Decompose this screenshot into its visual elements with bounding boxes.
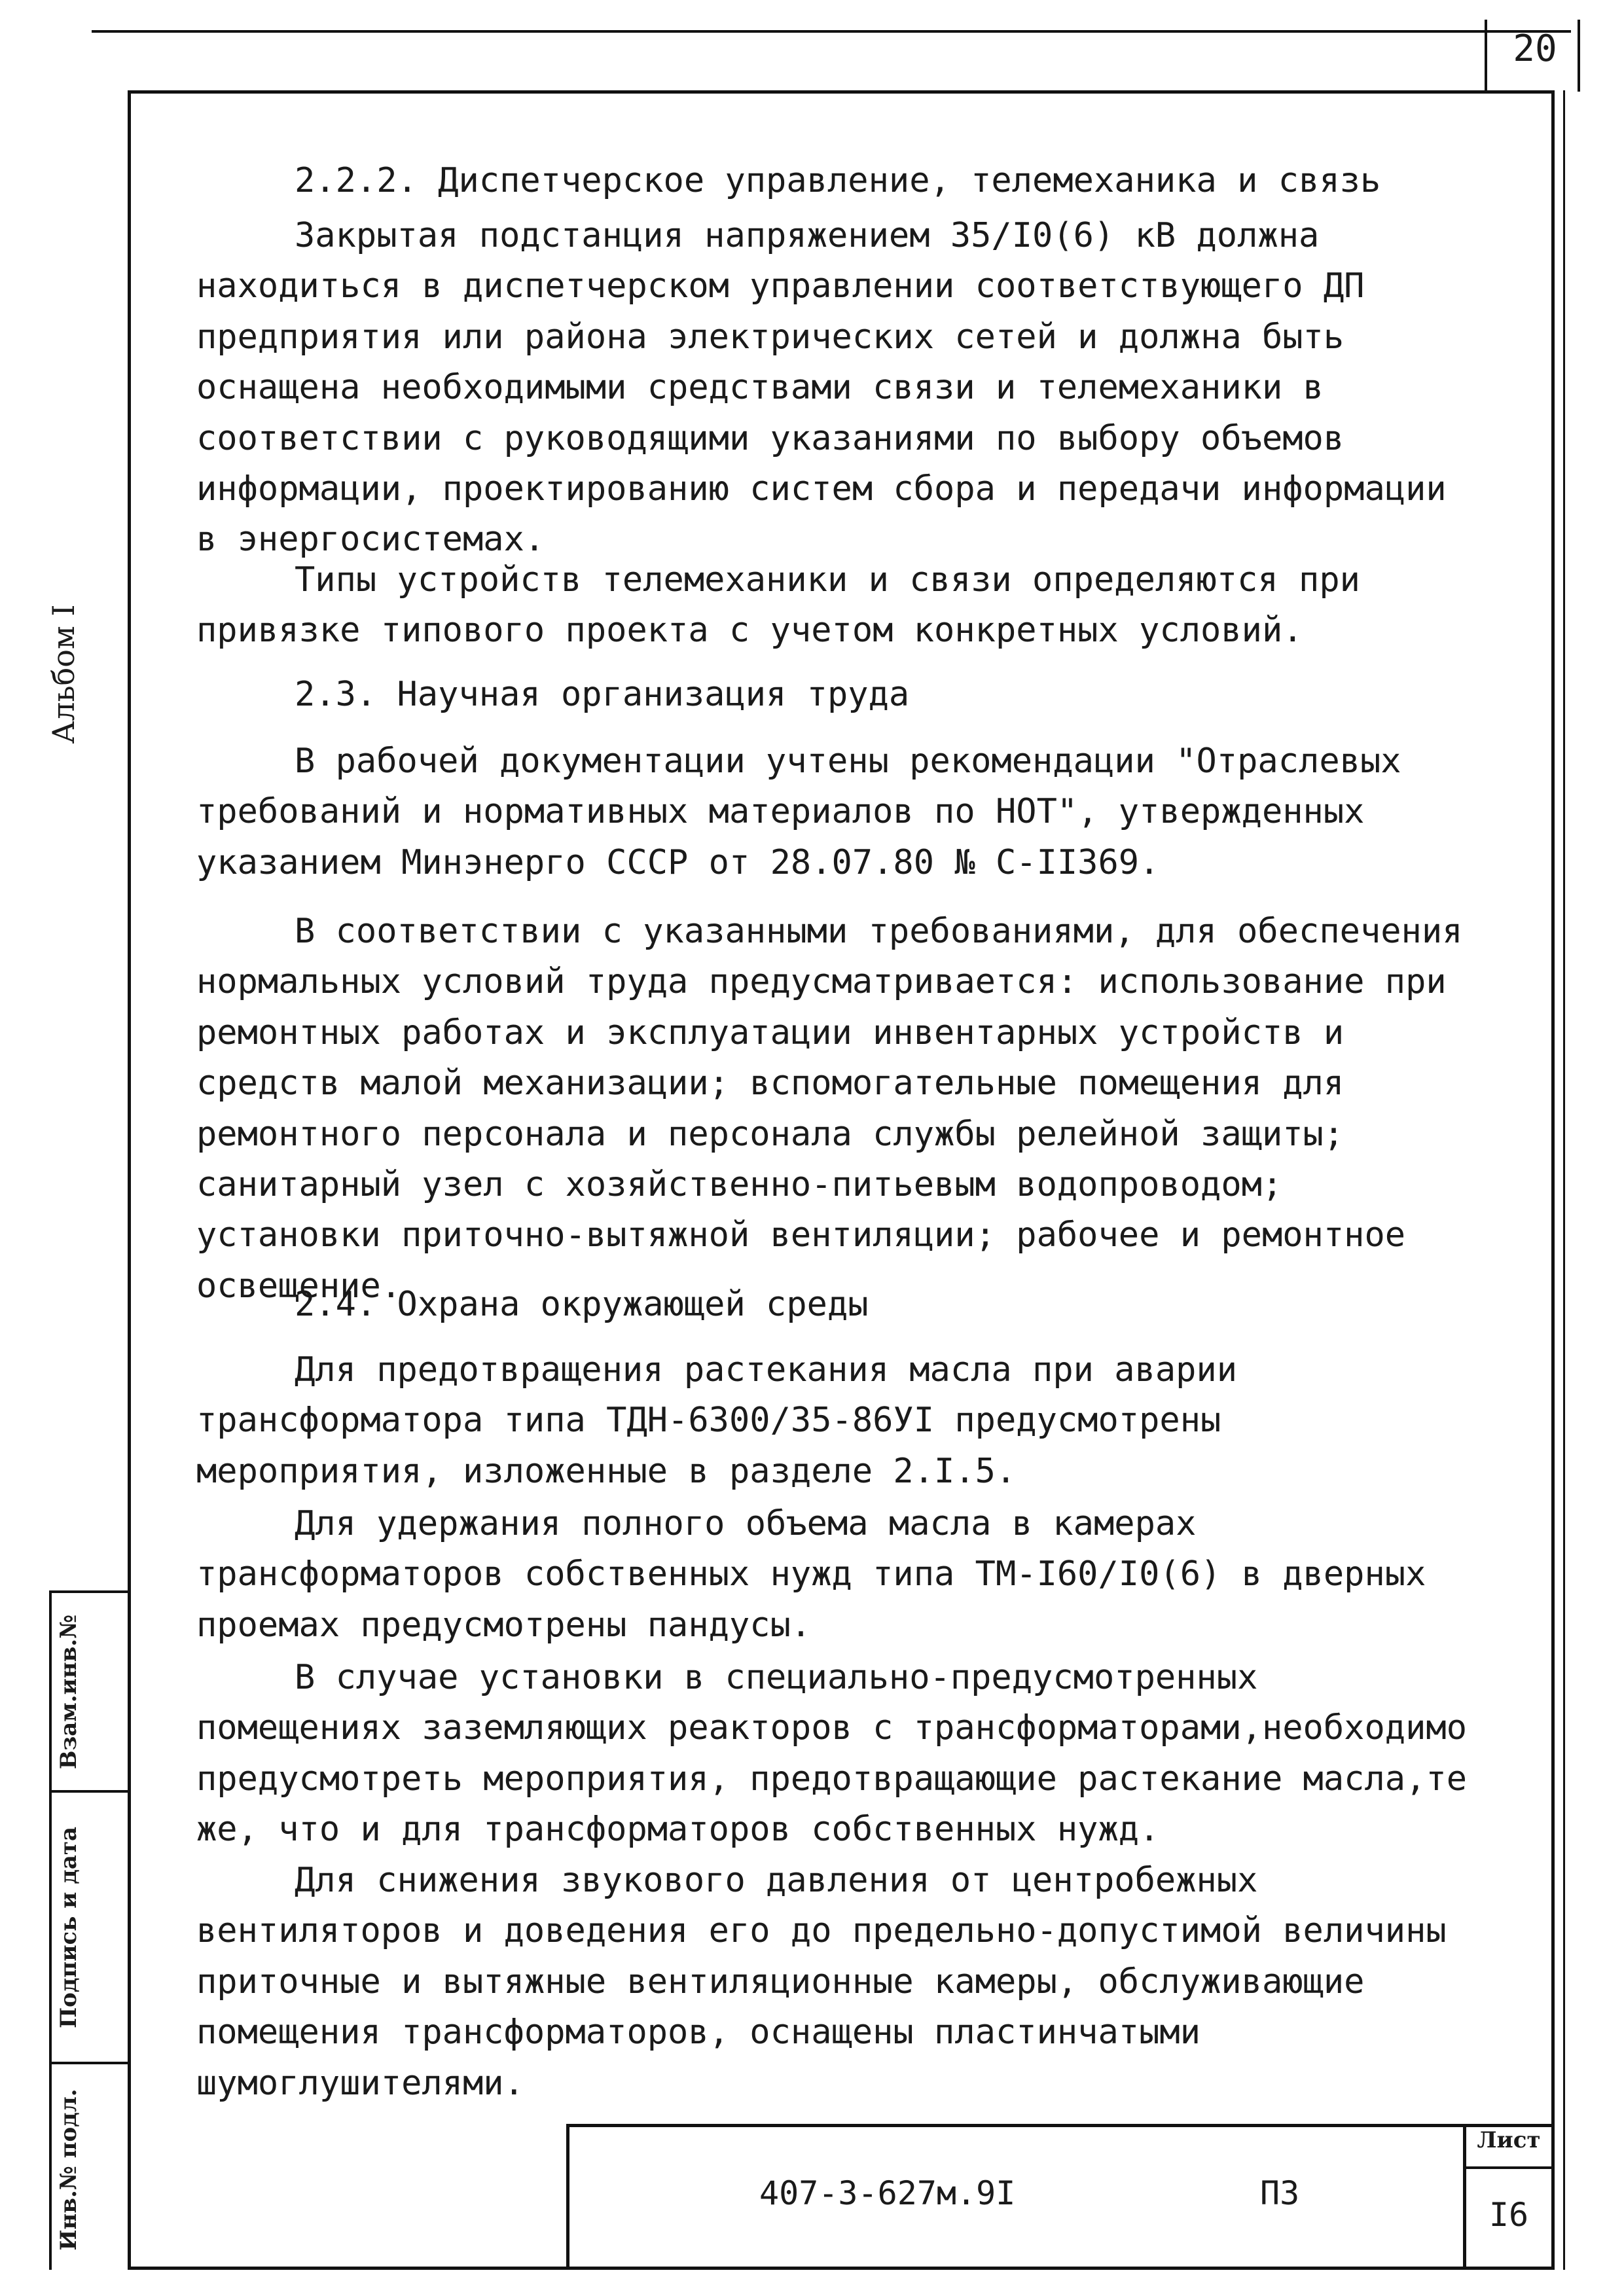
sheet-number: I6 bbox=[1489, 2196, 1529, 2234]
frame-top bbox=[128, 90, 1555, 94]
paragraph-oil-spill: Для предотвращения растекания масла при аварии трансформатора типа ТДН-6300/35-86УI предусмотрены мероприятия, изложенные в разделе 2.I.5. bbox=[196, 1350, 1238, 1491]
paragraph-labor-conditions: В соответствии с указанными требованиями, для обеспечения нормальных условий труда предусматривается: использование при ремонтных работах и эксплуатации инвентарных устройств и средств малой механизации; вспомогательные помещения для ремонтного персонала и персонала службы релейной защиты; санитарный узел с хозяйственно-питьевым водопроводом; установки приточно-вытяжной вентиляции; рабочее и ремонтное освещение. bbox=[196, 912, 1463, 1306]
side-stamp-div2 bbox=[49, 2062, 128, 2064]
heading-2-3: 2.3. Научная организация труда bbox=[295, 675, 910, 714]
page-number-box-right bbox=[1578, 20, 1580, 92]
heading-2-4: 2.4. Охрана окружающей среды bbox=[295, 1285, 869, 1324]
top-rule bbox=[92, 30, 1571, 33]
page-number: 20 bbox=[1513, 27, 1557, 70]
title-block-sheet-rule bbox=[1463, 2166, 1555, 2169]
frame-right bbox=[1551, 90, 1555, 2270]
side-stamp-top bbox=[49, 1590, 128, 1593]
paragraph-noise: Для снижения звукового давления от центробежных вентиляторов и доведения его до предельно-допустимой величины приточные и вытяжные вентиляционные камеры, обслуживающие помещения трансформаторов, оснащены пластинчатыми шумоглушителями. bbox=[196, 1861, 1447, 2103]
side-stamp-div1 bbox=[49, 1790, 128, 1793]
album-label: Альбом I bbox=[46, 604, 81, 744]
paragraph-oil-volume: Для удержания полного объема масла в камерах трансформаторов собственных нужд типа ТМ-I60/I0(6) в дверных проемах предусмотрены пандусы. bbox=[196, 1504, 1426, 1645]
doc-type: ПЗ bbox=[1260, 2174, 1300, 2212]
paragraph-not-requirements: В рабочей документации учтены рекомендации "Отраслевых требований и нормативных материалов по НОТ", утвержденных указанием Минэнерго СССР от 28.07.80 № С-II369. bbox=[196, 742, 1401, 882]
frame-bottom bbox=[128, 2267, 1555, 2270]
paragraph-reactors: В случае установки в специально-предусмотренных помещениях заземляющих реакторов с трансформаторами,необходимо предусмотреть мероприятия, предотвращающие растекание масла,те же, что и для трансформаторов собственных нужд. bbox=[196, 1658, 1468, 1850]
sheet-label: Лист bbox=[1477, 2127, 1541, 2153]
side-stamp-left bbox=[49, 1590, 52, 2270]
replace-inv-label: Взам.инв.№ bbox=[56, 1614, 82, 1770]
title-block-top bbox=[566, 2124, 1555, 2127]
document-code: 407-3-627м.9I bbox=[759, 2174, 1016, 2212]
paragraph-dispatch: Закрытая подстанция напряжением 35/I0(6) кВ должна находиться в диспетчерском управлении соответствующего ДП предприятия или района электрических сетей и должна быть оснащена необходимыми средствами связи и телемеханики в соответствии с руководящими указаниями по выбору объемов информации, проектированию систем сбора и передачи информации в энергосистемах. bbox=[196, 216, 1447, 560]
paragraph-telemechanics-types: Типы устройств телемеханики и связи определяются при привязке типового проекта с учетом конкретных условий. bbox=[196, 560, 1360, 651]
heading-2-2-2: 2.2.2. Диспетчерское управление, телемеханика и связь bbox=[295, 161, 1381, 200]
title-block-left bbox=[566, 2124, 569, 2270]
page-number-box-left bbox=[1485, 20, 1487, 92]
inv-no-label: Инв.№ подл. bbox=[56, 2089, 82, 2251]
signature-date-label: Подпись и дата bbox=[56, 1827, 82, 2029]
frame-left bbox=[128, 90, 131, 2270]
frame-right-outer bbox=[1563, 90, 1565, 2270]
